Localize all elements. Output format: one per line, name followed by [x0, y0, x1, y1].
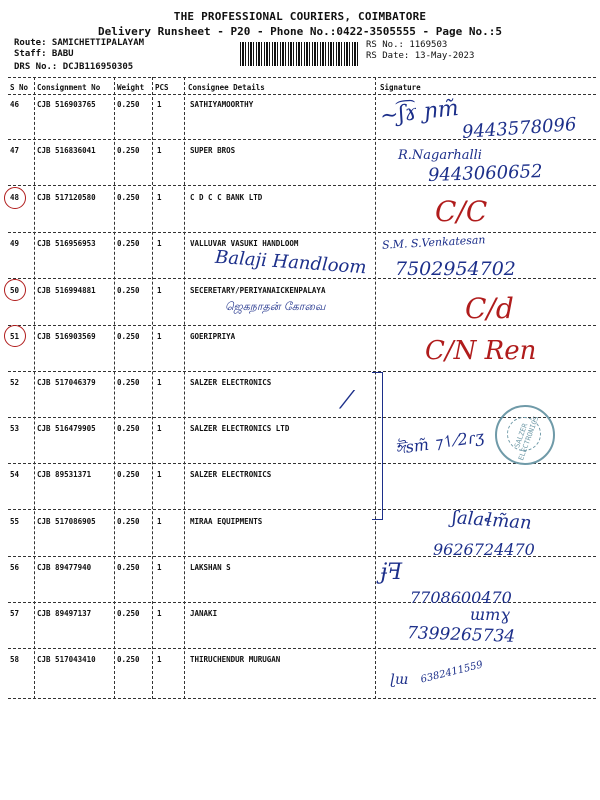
rs-date: RS Date: 13-May-2023 — [366, 51, 475, 61]
handwritten-phone: 7502954702 — [395, 258, 516, 280]
handwritten-phone: 9626724470 — [433, 540, 535, 559]
signature-row-58: ɭɯ — [390, 672, 409, 688]
runsheet-subtitle: Delivery Runsheet - P20 - Phone No.:0422-3505555 - Page No.:5 — [98, 25, 502, 38]
th-consignee: Consignee Details — [188, 83, 265, 92]
handwritten-consignee-note: Balaji Handloom — [214, 246, 368, 279]
row-consignment: CJB 516836041 — [37, 146, 96, 155]
handwritten-phone: 6382411559 — [419, 659, 485, 686]
row-consignee: SUPER BROS — [190, 146, 236, 155]
row-weight: 0.250 — [117, 424, 140, 433]
red-circle-mark — [4, 187, 26, 209]
handwritten-mark-cc: C/C — [435, 195, 488, 228]
row-weight: 0.250 — [117, 563, 140, 572]
row-pcs: 1 — [157, 100, 162, 109]
stamp-text: SALZER ELECTRONICS — [513, 415, 541, 462]
row-consignment: CJB 516479905 — [37, 424, 96, 433]
row-sno: 47 — [10, 146, 20, 155]
staff-label: Staff: BABU — [14, 49, 74, 59]
red-circle-mark — [4, 279, 26, 301]
barcode — [240, 42, 358, 66]
row-pcs: 1 — [157, 332, 162, 341]
row-consignee: VALLUVAR VASUKI HANDLOOM — [190, 239, 299, 248]
row-sno: 46 — [10, 100, 20, 109]
table-top-rule — [8, 77, 596, 78]
row-consignment: CJB 517046379 — [37, 378, 96, 387]
row-consignment: CJB 516903765 — [37, 100, 96, 109]
row-pcs: 1 — [157, 609, 162, 618]
row-consignee: GOERIPRIYA — [190, 332, 236, 341]
handwritten-mark-cd: C/d — [465, 292, 514, 325]
row-consignment: CJB 517043410 — [37, 655, 96, 664]
handwritten-bracket — [372, 372, 383, 520]
row-sno: 50 — [10, 286, 20, 295]
th-sno: S No — [10, 83, 29, 92]
signature-row-57: ɯmɣ — [470, 605, 510, 624]
table-row — [0, 468, 600, 514]
row-sno: 51 — [10, 332, 20, 341]
table-row — [0, 653, 600, 699]
row-rule — [8, 232, 596, 233]
handwritten-phone: 9443578096 — [461, 114, 578, 143]
row-weight: 0.250 — [117, 146, 140, 155]
row-consignment: CJB 517120580 — [37, 193, 96, 202]
row-pcs: 1 — [157, 655, 162, 664]
row-rule — [8, 185, 596, 186]
company-title: THE PROFESSIONAL COURIERS, COIMBATORE — [173, 10, 427, 23]
row-sno: 49 — [10, 239, 20, 248]
th-consignment: Consignment No — [37, 83, 101, 92]
handwritten-phone: 9443060652 — [427, 161, 543, 186]
row-consignee: SALZER ELECTRONICS — [190, 470, 272, 479]
row-weight: 0.250 — [117, 332, 140, 341]
handwritten-name: R.Nagarhalli — [398, 148, 482, 163]
row-consignment: CJB 89477940 — [37, 563, 92, 572]
row-consignment: CJB 517086905 — [37, 517, 96, 526]
row-consignment: CJB 516994881 — [37, 286, 96, 295]
row-sno: 55 — [10, 517, 20, 526]
handwritten-phone: 7708600470 — [410, 588, 512, 607]
row-weight: 0.250 — [117, 470, 140, 479]
row-consignee: JANAKI — [190, 609, 218, 618]
handwritten-phone: 7399265734 — [406, 623, 516, 647]
row-consignment: CJB 89497137 — [37, 609, 92, 618]
row-rule — [8, 371, 596, 372]
signature-row-46: ~ʃ͡ɤ ɲm̃ — [378, 95, 460, 130]
row-consignee: SALZER ELECTRONICS — [190, 378, 272, 387]
red-circle-mark — [4, 325, 26, 347]
row-consignee: SALZER ELECTRONICS LTD — [190, 424, 290, 433]
header-bottom-rule — [8, 94, 596, 95]
row-sno: 57 — [10, 609, 20, 618]
row-sno: 53 — [10, 424, 20, 433]
row-rule — [8, 509, 596, 510]
row-sno: 58 — [10, 655, 20, 664]
row-consignee: MIRAA EQUIPMENTS — [190, 517, 263, 526]
th-signature: Signature — [380, 83, 421, 92]
row-pcs: 1 — [157, 239, 162, 248]
row-pcs: 1 — [157, 378, 162, 387]
row-pcs: 1 — [157, 470, 162, 479]
table-bottom-rule — [8, 698, 596, 699]
rs-number: RS No.: 1169503 — [366, 40, 448, 50]
row-sno: 52 — [10, 378, 20, 387]
row-rule — [8, 325, 596, 326]
handwritten-signature: S.M. S.Venkatesan — [381, 233, 486, 252]
row-consignment: CJB 89531371 — [37, 470, 92, 479]
table-row — [0, 191, 600, 237]
row-weight: 0.250 — [117, 286, 140, 295]
handwritten-tick: ⁄ — [345, 386, 350, 414]
drs-number: DRS No.: DCJB116950305 — [14, 62, 134, 72]
row-pcs: 1 — [157, 193, 162, 202]
row-sno: 48 — [10, 193, 20, 202]
row-consignee: C D C C BANK LTD — [190, 193, 263, 202]
row-consignment: CJB 516903569 — [37, 332, 96, 341]
signature-row-56: ɉꟻ — [380, 560, 403, 585]
row-consignee: SECERETARY/PERIYANAICKENPALAYA — [190, 286, 326, 295]
row-pcs: 1 — [157, 517, 162, 526]
handwritten-signature-salzer: ঈsm̃ ⁊↿⁄2ɾʒ — [393, 426, 486, 459]
handwritten-mark-cn-ren: C/N Ren — [425, 336, 537, 366]
row-pcs: 1 — [157, 286, 162, 295]
th-pcs: PCS — [155, 83, 169, 92]
row-weight: 0.250 — [117, 193, 140, 202]
row-consignee: LAKSHAN S — [190, 563, 231, 572]
row-rule — [8, 463, 596, 464]
signature-row-55: ʃalaɬm̃an — [451, 507, 533, 534]
row-sno: 56 — [10, 563, 20, 572]
row-consignee: SATHIYAMOORTHY — [190, 100, 254, 109]
route-label: Route: SAMICHETTIPALAYAM — [14, 38, 145, 48]
row-weight: 0.250 — [117, 517, 140, 526]
row-weight: 0.250 — [117, 100, 140, 109]
row-weight: 0.250 — [117, 609, 140, 618]
row-pcs: 1 — [157, 424, 162, 433]
row-weight: 0.250 — [117, 239, 140, 248]
company-stamp — [495, 405, 555, 465]
th-weight: Weight — [117, 83, 145, 92]
row-sno: 54 — [10, 470, 20, 479]
row-pcs: 1 — [157, 146, 162, 155]
row-weight: 0.250 — [117, 655, 140, 664]
row-pcs: 1 — [157, 563, 162, 572]
handwritten-tamil-note: ஜெகநாதன் கோவை — [225, 300, 326, 313]
row-weight: 0.250 — [117, 378, 140, 387]
row-rule — [8, 648, 596, 649]
row-consignment: CJB 516956953 — [37, 239, 96, 248]
row-consignee: THIRUCHENDUR MURUGAN — [190, 655, 281, 664]
